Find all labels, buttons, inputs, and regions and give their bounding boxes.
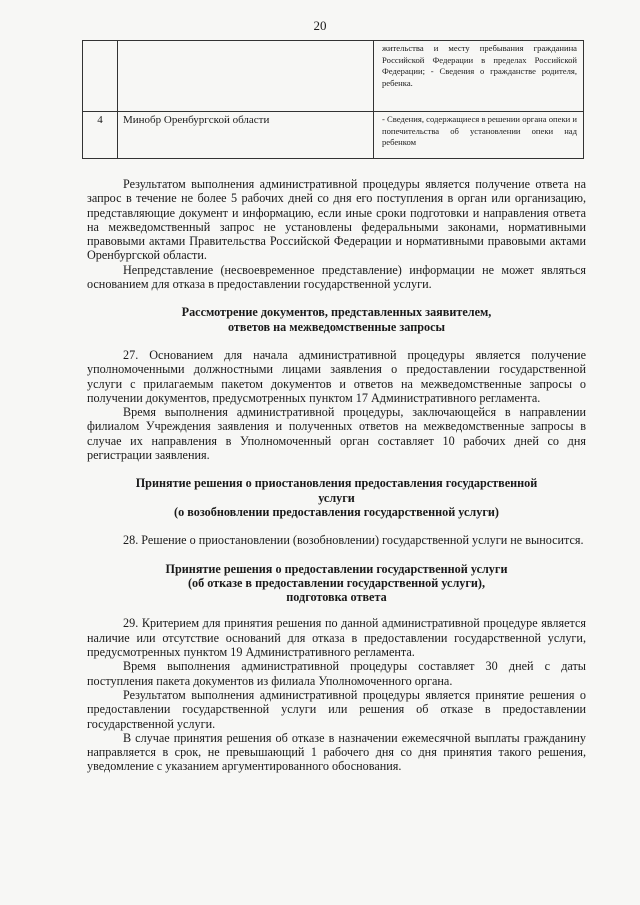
paragraph-27: 27. Основанием для начала административной процедуры является получение уполномоченными должностными лицами заявления о предоставлении государственной услуги с прилагаемым пакетом документов и ответов на межведомственные запросы о получении документов, предусмотренных пунктом 17 Административного регламента. (87, 347, 586, 405)
row-number (83, 41, 118, 112)
heading-suspension (87, 476, 586, 519)
table-row (83, 41, 584, 112)
paragraph-29: 29. Критерием для принятия решения по данной административной процедуре является наличие или отсутствие оснований для отказа в предоставлении государственной услуги, предусмотренных пунктом 19 Административного регламента. (87, 616, 586, 660)
paragraph-28: 28. Решение о приостановлении (возобновлении) государственной услуги не выносится. (123, 533, 584, 548)
heading-line: Принятие решения о предоставлении государственной услуги (165, 561, 508, 576)
heading-line: Рассмотрение документов, представленных заявителем, (181, 305, 492, 320)
page-number: 20 (313, 18, 327, 33)
agencies-table (82, 40, 584, 159)
paragraph-result: Результатом выполнения административной процедуры является получение ответа на запрос в течение не более 5 рабочих дней со дня его поступления в орган или организацию, представляющие документ и информацию, если иные сроки подготовки и направления ответа на межведомственный запрос не установлены федеральными законами, нормативными правовыми актами Правительства Российской Федерации и нормативными правовыми актами Оренбургской области. (87, 177, 586, 263)
heading-decision (87, 562, 586, 605)
heading-line: подготовка ответа (286, 590, 387, 605)
table-row (83, 112, 584, 159)
heading-line: Принятие решения о приостановления предоставления государственной (135, 476, 538, 491)
paragraph-refusal-notice: В случае принятия решения об отказе в назначении ежемесячной выплаты гражданину направляется в срок, не превышающий 1 рабочего дня со дня принятия такого решения, уведомление с указанием аргументированного обоснования. (87, 730, 586, 774)
heading-line: (об отказе в предоставлении государственной услуги), (187, 575, 486, 590)
document-body (87, 177, 586, 774)
heading-line: ответов на межведомственные запросы (227, 319, 446, 334)
heading-line: услуги (318, 490, 355, 505)
organization-name (118, 41, 374, 112)
paragraph-decision-result: Результатом выполнения административной процедуры является принятие решения о предоставлении государственной услуги или решения об отказе в предоставлении государственной услуги. (87, 687, 586, 731)
heading-line: (о возобновлении предоставления государственной услуги) (174, 504, 499, 519)
row-number: 4 (83, 112, 118, 159)
paragraph-nonsubmission: Непредставление (несвоевременное представление) информации не может являться основанием для отказа в предоставлении государственной услуги. (87, 262, 586, 292)
paragraph-time-review: Время выполнения административной процедуры, заключающейся в направлении филиалом Учреждения заявления и полученных ответов на межведомственные запросы в случае их направления в Уполномоченный орган составляет 10 рабочих дней со дня регистрации заявления. (87, 405, 586, 463)
paragraph-time-decision: Время выполнения административной процедуры составляет 30 дней с даты поступления пакета документов из филиала Уполномоченного органа. (87, 659, 586, 688)
requested-information: жительства и месту пребывания гражданина Российской Федерации в пределах Российской Федерации; - Сведения о гражданстве родителя, ребенка. (374, 41, 584, 112)
organization-name: Минобр Оренбургской области (118, 112, 374, 159)
heading-review-documents (87, 305, 586, 334)
requested-information: - Сведения, содержащиеся в решении органа опеки и попечительства об установлении опеки над ребенком (374, 112, 584, 159)
